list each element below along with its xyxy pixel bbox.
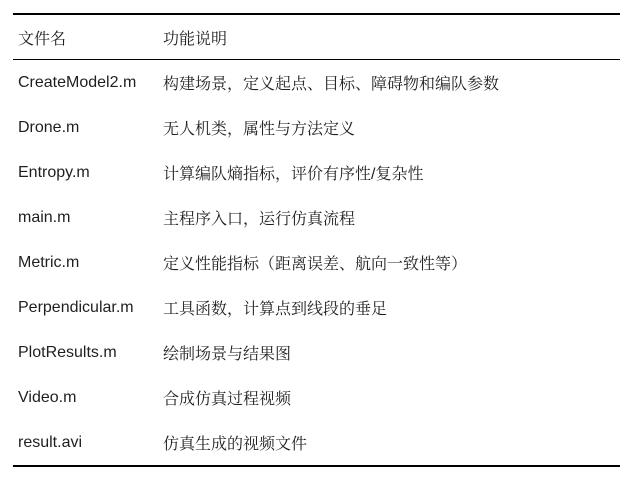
file-name-cell: Entropy.m bbox=[18, 163, 90, 181]
description-cell: 合成仿真过程视频 bbox=[163, 391, 292, 408]
description-cell: 仿真生成的视频文件 bbox=[163, 436, 308, 453]
description-cell: 定义性能指标（距离误差、航向一致性等） bbox=[163, 256, 468, 273]
column-header-filename: 文件名 bbox=[18, 30, 67, 48]
table-row bbox=[13, 240, 620, 285]
description-cell: 无人机类，属性与方法定义 bbox=[163, 121, 356, 138]
file-name-cell: Perpendicular.m bbox=[18, 298, 134, 316]
table-row bbox=[13, 150, 620, 195]
file-name-cell: Drone.m bbox=[18, 118, 80, 136]
file-name-cell: PlotResults.m bbox=[18, 343, 117, 361]
file-function-table bbox=[13, 13, 620, 467]
file-name-cell: main.m bbox=[18, 208, 71, 226]
description-cell: 主程序入口，运行仿真流程 bbox=[163, 211, 356, 228]
table-row bbox=[13, 330, 620, 375]
table-row bbox=[13, 420, 620, 466]
table-row bbox=[13, 60, 620, 106]
table-row bbox=[13, 195, 620, 240]
column-header-description: 功能说明 bbox=[163, 30, 228, 48]
file-name-cell: Video.m bbox=[18, 388, 77, 406]
file-name-cell: result.avi bbox=[18, 433, 83, 451]
table-row bbox=[13, 105, 620, 150]
table-row bbox=[13, 285, 620, 330]
description-cell: 计算编队熵指标，评价有序性/复杂性 bbox=[163, 166, 424, 183]
table-header-row bbox=[13, 14, 620, 60]
description-cell: 构建场景，定义起点、目标、障碍物和编队参数 bbox=[163, 76, 500, 93]
file-name-cell: Metric.m bbox=[18, 253, 80, 271]
file-name-cell: CreateModel2.m bbox=[18, 73, 137, 91]
description-cell: 工具函数，计算点到线段的垂足 bbox=[163, 301, 388, 318]
table-row bbox=[13, 375, 620, 420]
table-body bbox=[13, 60, 620, 467]
description-cell: 绘制场景与结果图 bbox=[163, 346, 292, 363]
